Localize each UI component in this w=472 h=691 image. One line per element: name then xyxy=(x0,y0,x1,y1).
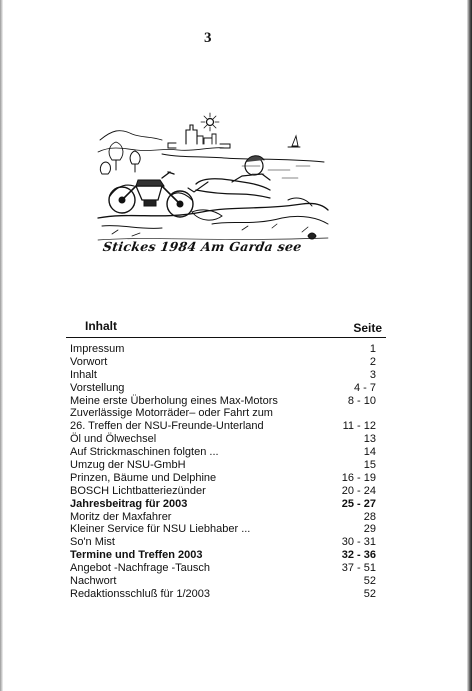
toc-entry xyxy=(70,459,380,472)
toc-entry-title: Redaktionsschluß für 1/2003 xyxy=(70,587,211,600)
toc-entry-title: Umzug der NSU-GmbH xyxy=(70,459,186,472)
toc-entry-page: 13 xyxy=(363,433,376,446)
toc-header xyxy=(66,319,386,338)
toc-entry-page: 1 xyxy=(369,343,376,355)
sketch-caption: Stickes 1984 Am Garda see xyxy=(101,239,303,254)
toc-entry-title: Termine und Treffen 2003 xyxy=(70,549,203,562)
toc-entry-page: 14 xyxy=(363,446,376,459)
toc-entry-page: 30 - 31 xyxy=(341,536,376,549)
toc-entry-title: Moritz der Maxfahrer xyxy=(70,510,172,523)
toc-entry xyxy=(70,382,380,395)
toc-entry xyxy=(70,562,380,575)
toc-entry-title: Kleiner Service für NSU Liebhaber ... xyxy=(70,523,251,536)
toc-entry-page: 4 - 7 xyxy=(353,381,376,394)
toc-entry-page: 37 - 51 xyxy=(341,562,376,575)
table-of-contents xyxy=(70,343,380,601)
toc-entry xyxy=(70,472,380,485)
toc-entry xyxy=(70,523,380,536)
toc-entry-page: 20 - 24 xyxy=(341,484,376,497)
toc-entry xyxy=(70,511,380,524)
toc-entry-page: 52 xyxy=(363,575,376,588)
toc-entry-title: Inhalt xyxy=(70,368,97,381)
toc-entry-page: 11 - 12 xyxy=(342,420,376,433)
toc-entry xyxy=(70,356,380,369)
toc-entry-title: Jahresbeitrag für 2003 xyxy=(70,497,188,510)
toc-entry xyxy=(70,446,380,459)
toc-entry xyxy=(70,433,380,446)
toc-header-title: Inhalt xyxy=(85,319,117,333)
toc-entry-page: 28 xyxy=(363,510,376,523)
toc-entry-title: Nachwort xyxy=(70,575,117,588)
toc-entry xyxy=(70,407,380,420)
page-number: 3 xyxy=(204,30,212,46)
toc-entry-page: 29 xyxy=(363,523,376,536)
toc-entry xyxy=(70,343,380,356)
toc-entry-title: 26. Treffen der NSU-Freunde-Unterland xyxy=(70,420,264,433)
toc-entry-title: So'n Mist xyxy=(70,536,115,549)
toc-entry-title: BOSCH Lichtbatteriezünder xyxy=(70,484,206,497)
toc-entry-page: 25 - 27 xyxy=(341,497,376,510)
toc-entry-page: 3 xyxy=(369,368,376,381)
toc-entry-page: 52 xyxy=(363,587,376,600)
toc-entry xyxy=(70,588,380,601)
toc-entry xyxy=(70,498,380,511)
toc-entry-page: 32 - 36 xyxy=(341,549,376,562)
toc-entry-title: Meine erste Überholung eines Max-Motors xyxy=(70,394,278,407)
toc-entry-page: 2 xyxy=(369,355,376,368)
toc-entry-title: Öl und Ölwechsel xyxy=(70,433,157,446)
toc-entry xyxy=(70,575,380,588)
toc-header-pages: Seite xyxy=(353,321,382,335)
toc-entry-title: Zuverlässige Motorräder– oder Fahrt zum xyxy=(70,407,273,420)
toc-entry xyxy=(70,369,380,382)
toc-entry-title: Vorwort xyxy=(70,355,108,368)
toc-entry-page: 16 - 19 xyxy=(341,471,376,484)
toc-entry xyxy=(70,549,380,562)
toc-entry-page: 8 - 10 xyxy=(347,394,376,407)
toc-entry-title: Auf Strickmaschinen folgten ... xyxy=(70,446,219,459)
toc-entry-page: 15 xyxy=(363,459,376,472)
toc-entry xyxy=(70,420,380,433)
toc-entry-title: Prinzen, Bäume und Delphine xyxy=(70,471,217,484)
scan-right-edge xyxy=(467,0,472,691)
toc-entry-title: Angebot -Nachfrage -Tausch xyxy=(70,562,211,575)
toc-entry-title: Vorstellung xyxy=(70,381,125,394)
toc-entry xyxy=(70,395,380,408)
toc-entry xyxy=(70,536,380,549)
scan-left-edge xyxy=(0,0,3,691)
toc-entry xyxy=(70,485,380,498)
toc-entry-title: Impressum xyxy=(70,343,125,355)
